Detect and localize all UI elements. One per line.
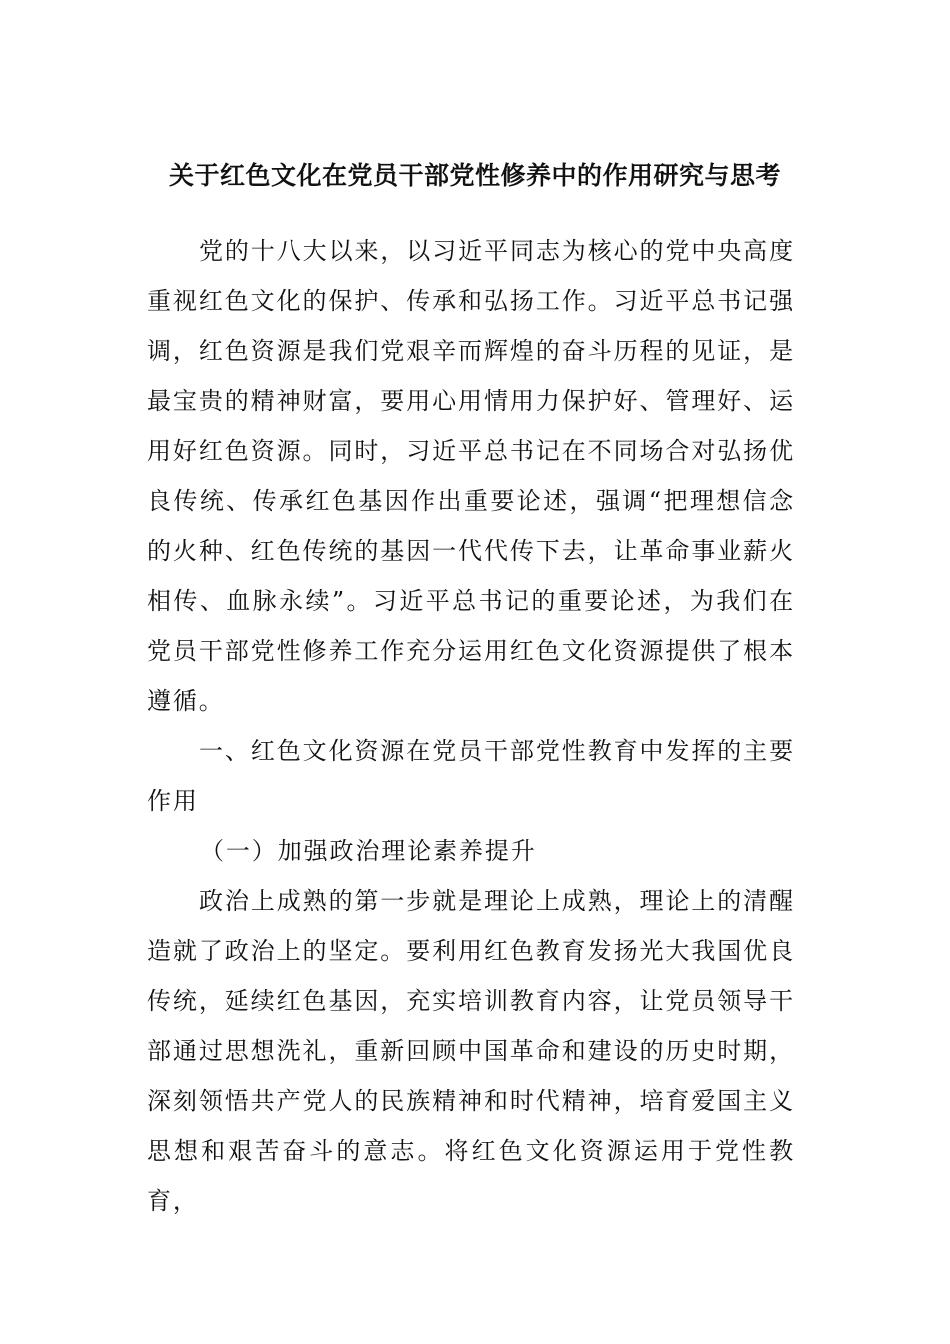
document-title: 关于红色文化在党员干部党性修养中的作用研究与思考 [168, 161, 781, 190]
section-heading: 一、红色文化资源在党员干部党性教育中发挥的主要作用 [147, 737, 795, 815]
subsection-paragraph: 政治上成熟的第一步就是理论上成熟，理论上的清醒造就了政治上的坚定。要利用红色教育发扬光大我国优良传统，延续红色基因，充实培训教育内容，让党员领导干部通过思想洗礼，重新回顾中国革命和建设的历史时期，深刻领悟共产党人的民族精神和时代精神，培育爱国主义思想和艰苦奋斗的意志。将红色文化资源运用于党性教育， [147, 887, 795, 1215]
subsection-heading: （一）加强政治理论素养提升 [200, 837, 537, 865]
intro-paragraph: 党的十八大以来，以习近平同志为核心的党中央高度重视红色文化的保护、传承和弘扬工作。习近平总书记强调，红色资源是我们党艰辛而辉煌的奋斗历程的见证，是最宝贵的精神财富，要用心用情用力保护好、管理好、运用好红色资源。同时，习近平总书记在不同场合对弘扬优良传统、传承红色基因作出重要论述，强调“把理想信念的火种、红色传统的基因一代代传下去，让革命事业薪火相传、血脉永续”。习近平总书记的重要论述，为我们在党员干部党性修养工作充分运用红色文化资源提供了根本遵循。 [147, 237, 795, 715]
